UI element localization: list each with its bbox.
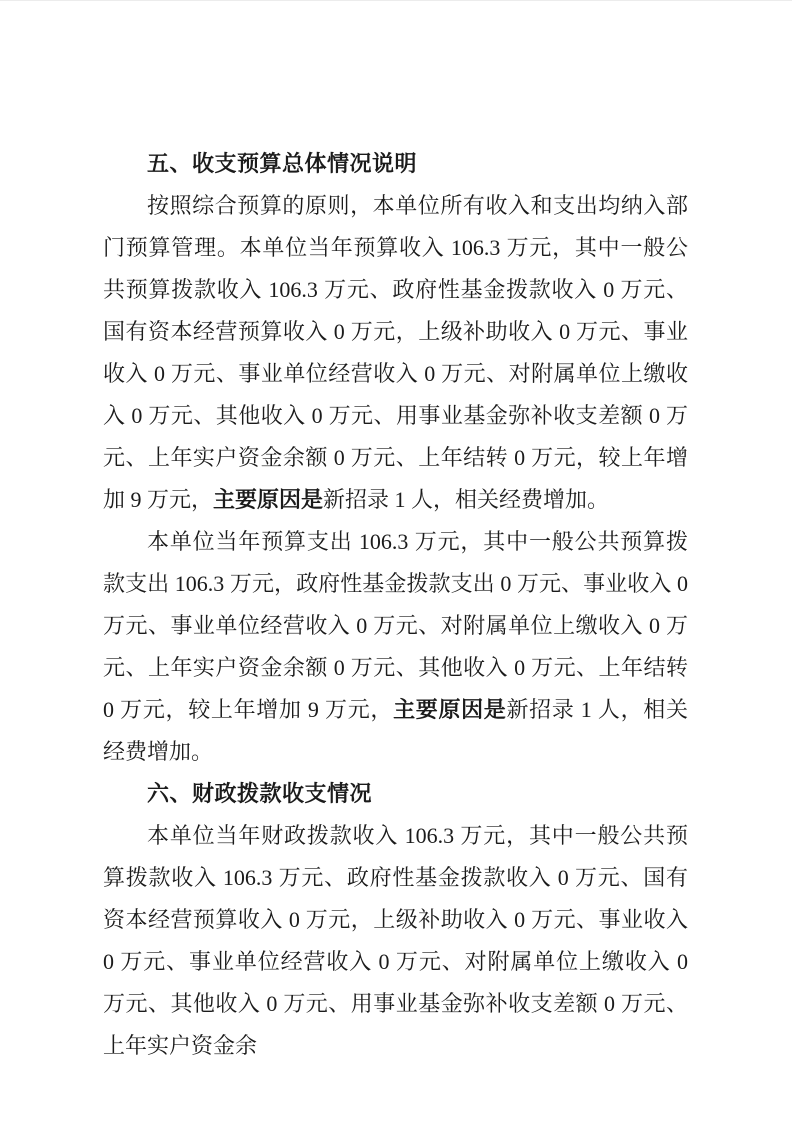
paragraph-text: 新招录 1 人，相关经费增加。 <box>323 487 610 512</box>
section-5-heading: 五、收支预算总体情况说明 <box>147 151 418 176</box>
section-5-paragraph-1 <box>103 185 688 521</box>
section-6-heading: 六、财政拨款收支情况 <box>147 781 373 806</box>
paragraph-text: 新招录 1 人，相关经费增加。 <box>103 697 688 764</box>
paragraph-text: 按照综合预算的原则，本单位所有收入和支出均纳入部门预算管理。本单位当年预算收入 106.3 万元，其中一般公共预算拨款收入 106.3 万元、政府性基金拨款收入 0 万元、国有资本经营预算收入 0 万元，上级补助收入 0 万元、事业收入 0 万元、事业单位经营收入 0 万元、对附属单位上缴收入 0 万元、其他收入 0 万元、用事业基金弥补收支差额 0 万元、上年实户资金余额 0 万元、上年结转 0 万元，较上年增加 9 万元， <box>103 193 688 512</box>
paragraph-text: 本单位当年预算支出 106.3 万元，其中一般公共预算拨款支出 106.3 万元，政府性基金拨款支出 0 万元、事业收入 0 万元、事业单位经营收入 0 万元、对附属单位上缴收入 0 万元、上年实户资金余额 0 万元、其他收入 0 万元、上年结转 0 万元，较上年增加 9 万元， <box>103 529 688 722</box>
paragraph-bold-text: 主要原因是 <box>393 697 507 722</box>
page-content <box>103 143 688 1067</box>
section-5-paragraph-2 <box>103 521 688 773</box>
section-6-paragraph-1 <box>103 815 688 1067</box>
paragraph-text: 本单位当年财政拨款收入 106.3 万元，其中一般公共预算拨款收入 106.3 万元、政府性基金拨款收入 0 万元、国有资本经营预算收入 0 万元，上级补助收入 0 万元、事业收入 0 万元、事业单位经营收入 0 万元、对附属单位上缴收入 0 万元、其他收入 0 万元、用事业基金弥补收支差额 0 万元、上年实户资金余 <box>103 823 688 1058</box>
paragraph-bold-text: 主要原因是 <box>213 487 324 512</box>
